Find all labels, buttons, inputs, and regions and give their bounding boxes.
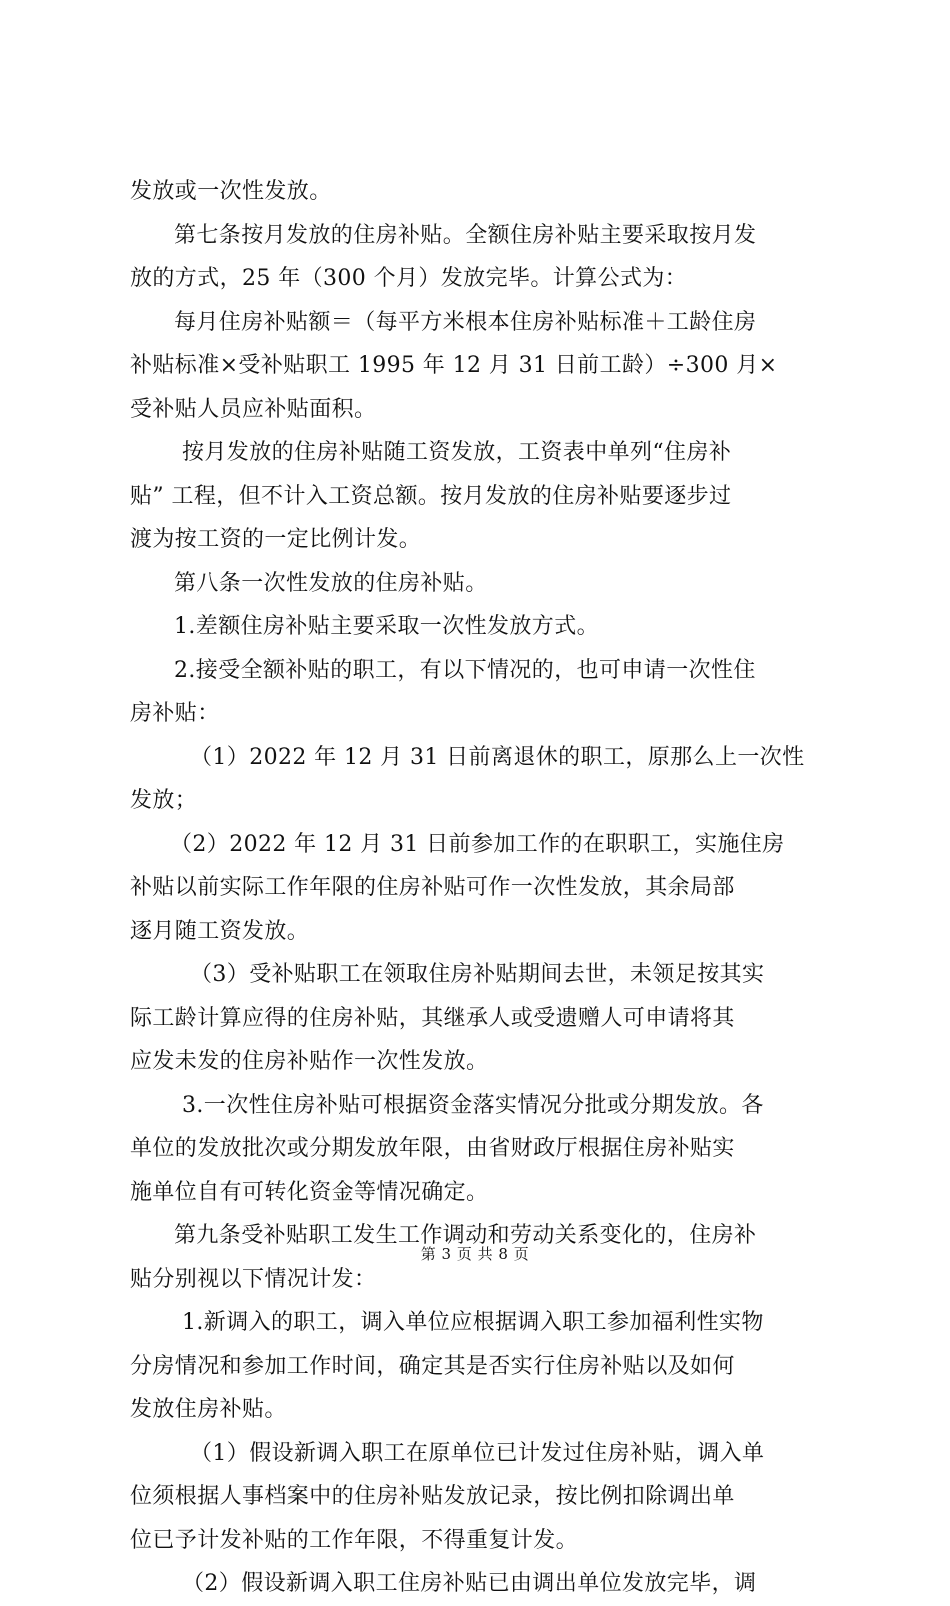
text-line: 位须根据人事档案中的住房补贴发放记录，按比例扣除调出单 bbox=[130, 1484, 735, 1509]
page-footer: 第 3 页 共 8 页 bbox=[420, 1245, 530, 1263]
text-line: 2.接受全额补贴的职工，有以下情况的，也可申请一次性住 bbox=[174, 657, 756, 683]
document-body bbox=[130, 170, 830, 1606]
text-line: 贴” 工程，但不计入工资总额。按月发放的住房补贴要逐步过 bbox=[130, 483, 732, 509]
text-line: 1.新调入的职工，调入单位应根据调入职工参加福利性实物 bbox=[182, 1310, 764, 1335]
text-line: （2）2022 年 12 月 31 日前参加工作的在职职工，实施住房 bbox=[170, 831, 785, 857]
text-line: 补贴标准×受补贴职工 1995 年 12 月 31 日前工龄）÷300 月× bbox=[130, 353, 778, 378]
text-line: 渡为按工资的一定比例计发。 bbox=[130, 527, 422, 552]
text-line: 分房情况和参加工作时间，确定其是否实行住房补贴以及如何 bbox=[130, 1353, 735, 1379]
text-line: 施单位自有可转化资金等情况确定。 bbox=[130, 1179, 489, 1205]
text-line: 应发未发的住房补贴作一次性发放。 bbox=[130, 1049, 489, 1074]
text-line: 位已予计发补贴的工作年限，不得重复计发。 bbox=[130, 1527, 579, 1553]
text-line: 发放住房补贴。 bbox=[130, 1397, 287, 1422]
text-line: 贴分别视以下情况计发： bbox=[130, 1266, 377, 1292]
text-line: （1）2022 年 12 月 31 日前离退休的职工，原那么上一次性 bbox=[190, 744, 805, 770]
text-line: 放的方式，25 年（300 个月）发放完毕。计算公式为： bbox=[130, 266, 688, 291]
text-line: 际工龄计算应得的住房补贴，其继承人或受遗赠人可申请将其 bbox=[130, 1005, 735, 1031]
text-line: 补贴以前实际工作年限的住房补贴可作一次性发放，其余局部 bbox=[130, 875, 735, 900]
text-line: 逐月随工资发放。 bbox=[130, 918, 310, 944]
text-line: （1）假设新调入职工在原单位已计发过住房补贴，调入单 bbox=[190, 1440, 765, 1466]
text-line: 受补贴人员应补贴面积。 bbox=[130, 396, 377, 422]
text-line: 按月发放的住房补贴随工资发放，工资表中单列“住房补 bbox=[182, 440, 732, 465]
text-line: 每月住房补贴额＝（每平方米根本住房补贴标准＋工龄住房 bbox=[174, 309, 757, 335]
text-line: 房补贴： bbox=[130, 701, 220, 726]
text-line: 发放或一次性发放。 bbox=[130, 179, 332, 204]
text-line: 1.差额住房补贴主要采取一次性发放方式。 bbox=[174, 614, 599, 639]
text-line: 第九条受补贴职工发生工作调动和劳动关系变化的，住房补 bbox=[174, 1223, 757, 1248]
text-line: 第八条一次性发放的住房补贴。 bbox=[174, 570, 488, 596]
text-line: （3）受补贴职工在领取住房补贴期间去世，未领足按其实 bbox=[190, 962, 765, 987]
text-line: 3.一次性住房补贴可根据资金落实情况分批或分期发放。各 bbox=[182, 1092, 764, 1118]
text-line: 第七条按月发放的住房补贴。全额住房补贴主要采取按月发 bbox=[174, 222, 757, 248]
text-line: 单位的发放批次或分期发放年限，由省财政厅根据住房补贴实 bbox=[130, 1136, 735, 1161]
text-line: 发放； bbox=[130, 788, 198, 813]
text-line: （2）假设新调入职工住房补贴已由调出单位发放完毕，调 bbox=[182, 1571, 757, 1596]
